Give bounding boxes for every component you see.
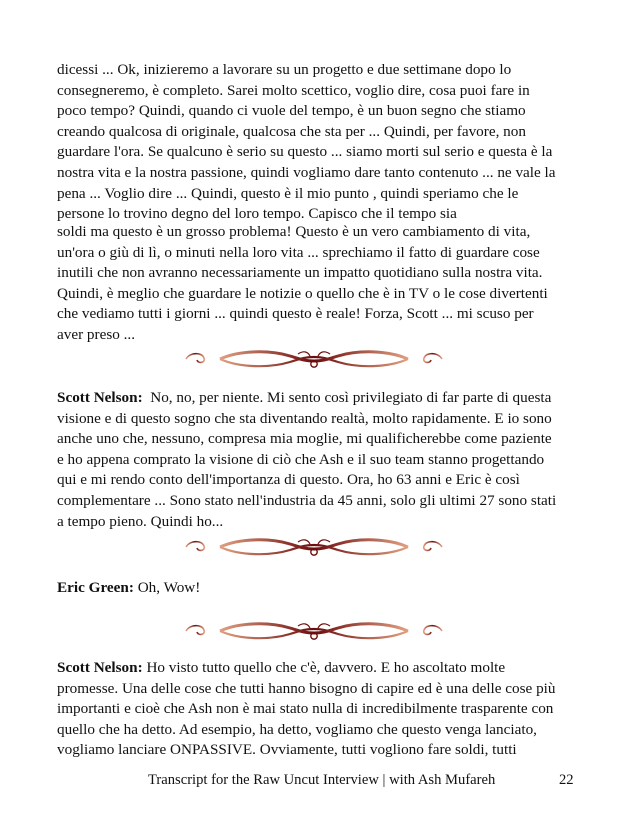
- ornament-divider: [180, 620, 448, 642]
- text-line: Quindi, è meglio che guardare le notizie o quello che è in TV o le cose divertenti: [57, 284, 548, 302]
- speech-text: Oh, Wow!: [133, 579, 201, 596]
- speaker-name: Eric Green:: [57, 579, 134, 596]
- text-line: [57, 388, 577, 409]
- paragraph-2: [57, 222, 577, 346]
- text-line: anche uno che, nessuno, compresa mia moglie, mi qualificherebbe come paziente: [57, 430, 552, 448]
- speech-text: No, no, per niente. Mi sento così privilegiato di far parte di questa: [142, 389, 552, 406]
- text-line: qui e mi rendo conto dell'importanza di questo. Ora, ho 63 anni e Eric è così: [57, 471, 520, 489]
- text-line: soldi ma questo è un grosso problema! Questo è un vero cambiamento di vita,: [57, 223, 531, 240]
- text-line: vogliamo lanciare ONPASSIVE. Ovviamente, tutti vogliono fare soldi, tutti: [57, 741, 517, 759]
- text-line: un'ora o giù di lì, o minuti nella loro vita ... sprechiamo il fatto di guardare cose: [57, 243, 540, 261]
- speaker-name: Scott Nelson:: [57, 389, 143, 406]
- text-line: persone lo trovino degno del loro tempo. Capisco che il tempo sia: [57, 205, 457, 223]
- paragraph-1: [57, 60, 577, 225]
- text-line: complementare ... Sono stato nell'industria da 45 anni, solo gli ultimi 27 sono stati: [57, 491, 557, 509]
- text-line: che vediamo tutti i giorni ... quindi questo è reale! Forza, Scott ... mi scuso per: [57, 305, 534, 323]
- text-line: [57, 658, 577, 679]
- text-line: [57, 578, 577, 599]
- text-line: visione e di questo sogno che sta diventando realtà, molto rapidamente. E io sono: [57, 409, 552, 427]
- page-number: 22: [559, 772, 574, 788]
- text-line: promesse. Una delle cose che tutti hanno bisogno di capire ed è una delle cose più: [57, 679, 556, 697]
- text-line: e ho appena comprato la visione di ciò che Ash e il suo team stanno progettando: [57, 450, 545, 468]
- text-line: dicessi ... Ok, inizieremo a lavorare su un progetto e due settimane dopo lo: [57, 61, 512, 78]
- text-line: consegneremo, è completo. Sarei molto scettico, voglio dire, cosa puoi fare in: [57, 81, 530, 99]
- flourish-ornament: [186, 624, 442, 639]
- paragraph-5: [57, 658, 577, 761]
- paragraph-4: [57, 578, 577, 599]
- flourish-ornament: [186, 540, 442, 555]
- text-line: pena ... Voglio dire ... Quindi, questo è il mio punto , quindi speriamo che le: [57, 184, 519, 202]
- text-line: aver preso ...: [57, 325, 136, 343]
- text-line: poco tempo? Quindi, quando ci vuole del tempo, è un buon segno che stiamo: [57, 102, 526, 120]
- speaker-name: Scott Nelson:: [57, 659, 143, 676]
- text-line: importanti e cioè che Ash non è mai stato nulla di incredibilmente trasparente con: [57, 700, 554, 718]
- text-line: inutili che non avranno necessariamente un impatto quotidiano sulla nostra vita.: [57, 264, 543, 282]
- text-line: a tempo pieno. Quindi ho...: [57, 512, 224, 530]
- text-line: quello che ha detto. Ad esempio, ha detto, vogliamo che questo venga lanciato,: [57, 720, 537, 738]
- text-line: guardare l'ora. Se qualcuno è serio su questo ... siamo morti sul serio e questa è la: [57, 143, 553, 161]
- ornament-divider: [180, 536, 448, 558]
- text-line: creando qualcosa di originale, qualcosa che sta per ... Quindi, per favore, non: [57, 122, 526, 140]
- speech-text: Ho visto tutto quello che c'è, davvero. E ho ascoltato molte: [142, 659, 506, 676]
- ornament-divider: [180, 348, 448, 370]
- text-line: nostra vita e la nostra passione, quindi vogliamo dare tanto contenuto ... ne vale la: [57, 163, 556, 181]
- footer-title: Transcript for the Raw Uncut Interview | with Ash Mufareh: [148, 772, 496, 788]
- flourish-ornament: [186, 352, 442, 367]
- paragraph-3: [57, 388, 577, 532]
